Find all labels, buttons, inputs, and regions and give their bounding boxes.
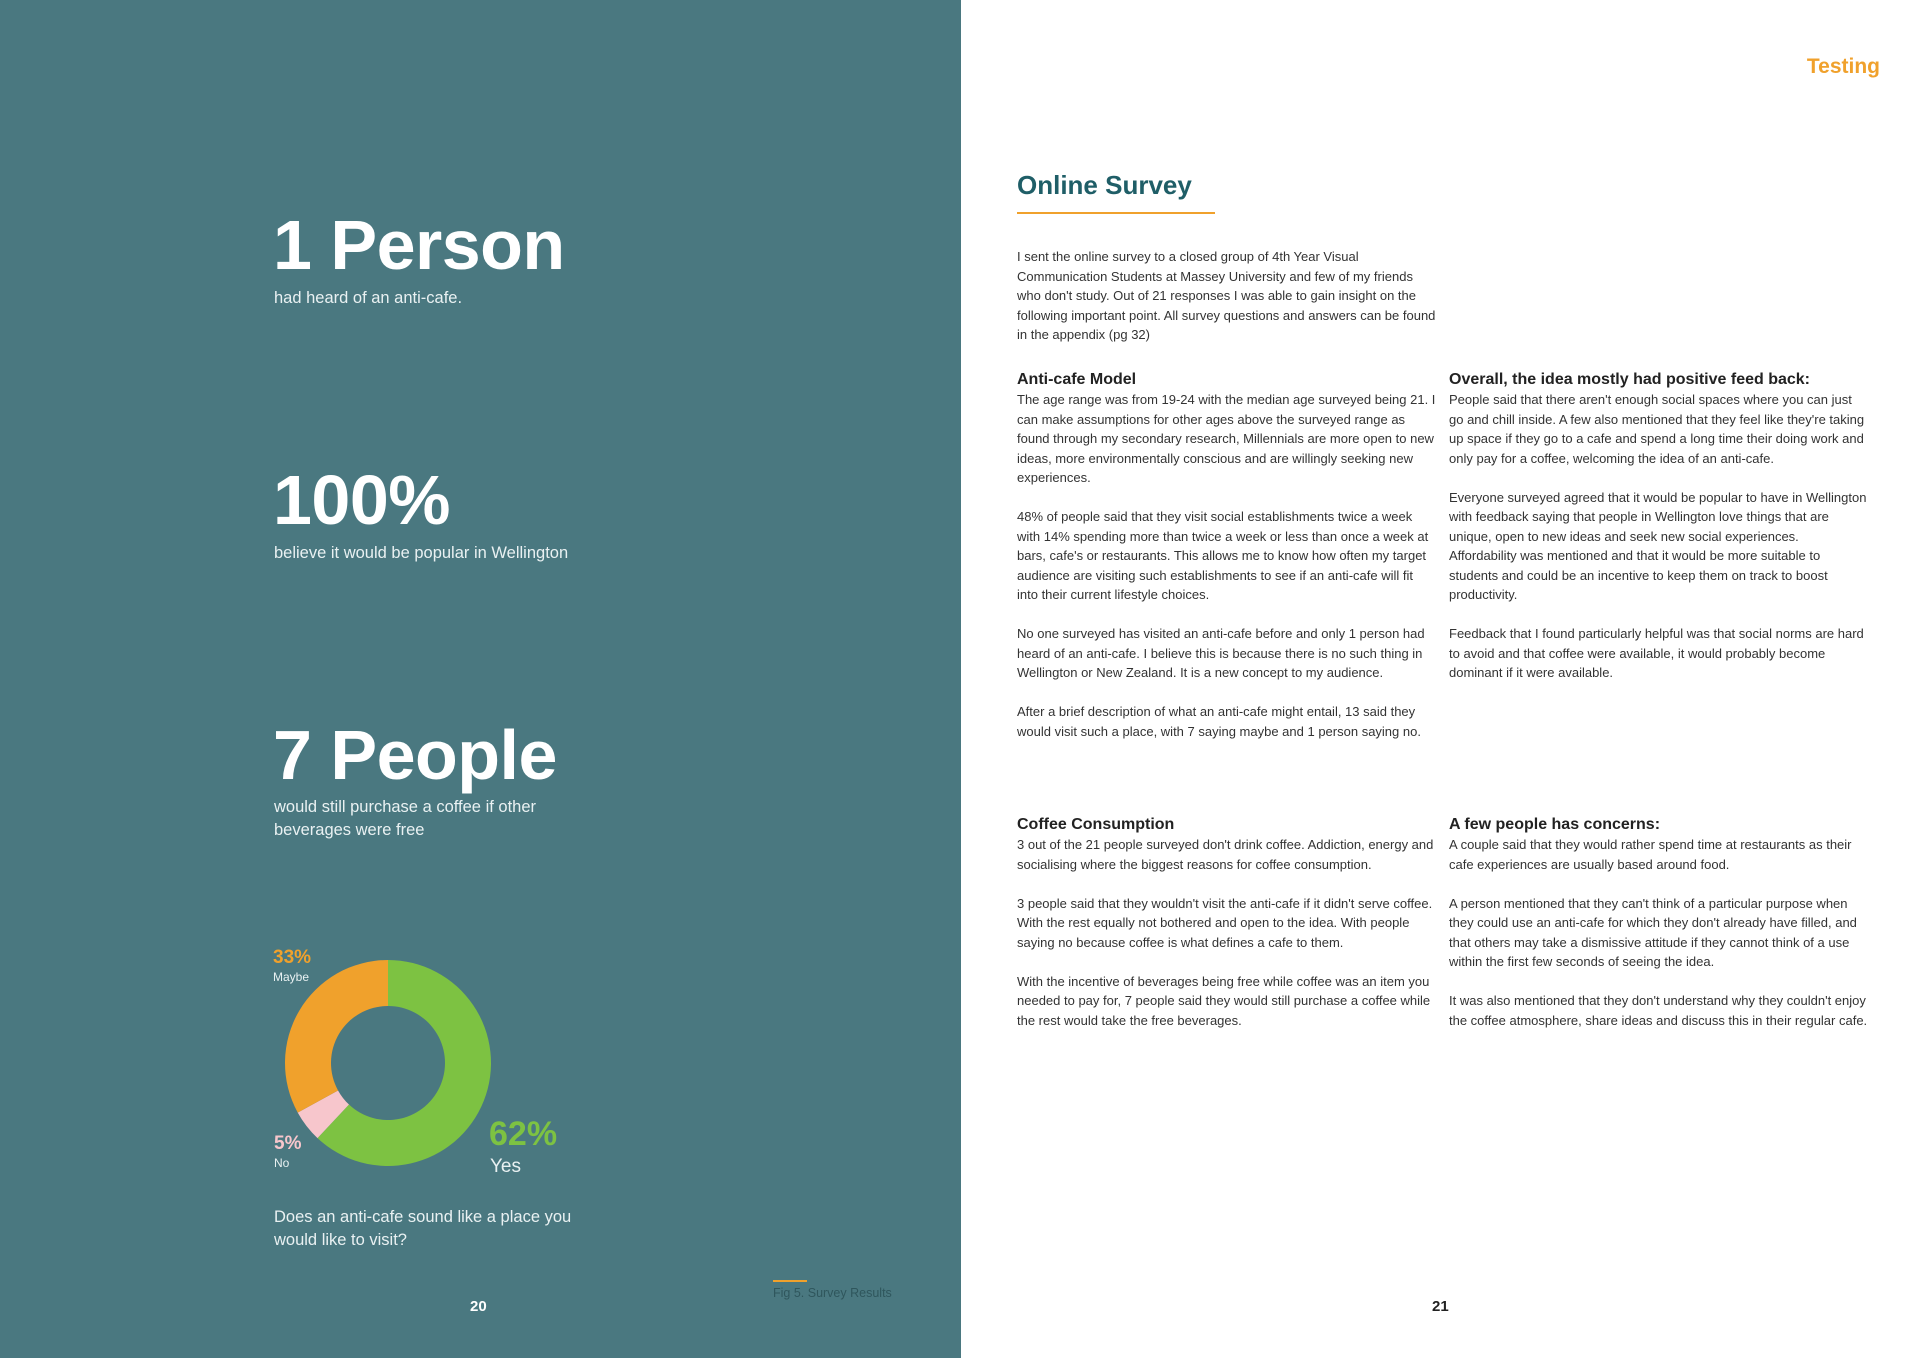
slice-yes-label: Yes — [490, 1156, 521, 1177]
paragraph: With the incentive of beverages being free while coffee was an item you needed to pay for, 7 people said they would still purchase a coffee while the rest would take the free beverages. — [1017, 973, 1431, 1028]
chart-question: Does an anti-cafe sound like a place you would like to visit? — [274, 1208, 572, 1249]
title-underline — [1017, 212, 1215, 214]
stat-caption-percent: believe it would be popular in Wellington — [274, 544, 569, 562]
intro-paragraph: I sent the online survey to a closed group of 4th Year Visual Communication Students at Massey University and few of my friends who don't study. Out of 21 responses I was able to gain insight on the following important point. All survey questions and answers can be found in the appendix (pg 32) — [1017, 249, 1436, 342]
stat-heading-person: 1 Person — [273, 206, 565, 284]
paragraph: A couple said that they would rather spend time at restaurants as their cafe experiences are usually based around food. — [1449, 837, 1852, 872]
anti-cafe-model-section — [1017, 370, 1437, 741]
figure-caption: Fig 5. Survey Results — [773, 1286, 892, 1300]
stat-caption-person: had heard of an anti-cafe. — [274, 289, 463, 307]
positive-feedback-section — [1449, 370, 1869, 683]
section-heading: A few people has concerns: — [1449, 816, 1661, 833]
page-title: Online Survey — [1017, 170, 1192, 200]
section-heading: Coffee Consumption — [1017, 816, 1175, 833]
paragraph: No one surveyed has visited an anti-cafe before and only 1 person had heard of an anti-cafe. I believe this is because there is no such thing in Wellington or New Zealand. It is a new concept to my audience. — [1017, 626, 1425, 680]
right-page — [961, 0, 1920, 1358]
donut-svg — [283, 958, 493, 1168]
paragraph: Feedback that I found particularly helpful was that social norms are hard to avoid and that coffee were available, it would probably become dominant if it were available. — [1449, 626, 1864, 680]
paragraph: Everyone surveyed agreed that it would be popular to have in Wellington with feedback saying that people in Wellington love things that are unique, open to new ideas and seek new social experiences. Affordability was mentioned and that it would be more suitable to students and could be an incentive to keep them on track to boost productivity. — [1449, 489, 1867, 602]
paragraph: 3 people said that they wouldn't visit the anti-cafe if it didn't serve coffee. With the rest equally not bothered and open to the idea. With people saying no because coffee is what defines a cafe to them. — [1017, 895, 1433, 950]
slice-maybe-label: Maybe — [273, 970, 310, 984]
section-heading: Overall, the idea mostly had positive feed back: — [1449, 371, 1811, 388]
paragraph: A person mentioned that they can't think of a particular purpose when they could use an anti-cafe for which they don't already have filled, and that others may take a dismissive attitude if they cannot think of a use within the first few seconds of seeing the idea. — [1449, 895, 1857, 969]
slice-no-label: No — [274, 1156, 290, 1170]
slice-maybe-percent: 33% — [273, 947, 312, 968]
concerns-section — [1449, 815, 1869, 1030]
figure-caption-rule — [773, 1280, 807, 1282]
paragraph: 3 out of the 21 people surveyed don't drink coffee. Addiction, energy and socialising where the biggest reasons for coffee consumption. — [1017, 837, 1434, 872]
paragraph: After a brief description of what an anti-cafe might entail, 13 said they would visit such a place, with 7 saying maybe and 1 person saying no. — [1017, 704, 1421, 739]
donut-chart — [283, 958, 493, 1168]
paragraph: It was also mentioned that they don't understand why they couldn't enjoy the coffee atmosphere, share ideas and discuss this in their regular cafe. — [1449, 993, 1868, 1028]
page-number-left: 20 — [470, 1298, 487, 1315]
stat-heading-percent: 100% — [273, 461, 451, 539]
stat-heading-people: 7 People — [273, 716, 557, 794]
page-number-right: 21 — [1432, 1298, 1449, 1315]
stat-caption-people: would still purchase a coffee if other beverages were free — [274, 798, 537, 839]
section-heading: Anti-cafe Model — [1017, 371, 1137, 388]
coffee-consumption-section — [1017, 815, 1437, 1030]
section-tag: Testing — [1806, 55, 1880, 78]
slice-no-percent: 5% — [274, 1133, 302, 1154]
slice-yes-percent: 62% — [489, 1115, 558, 1153]
paragraph: 48% of people said that they visit social establishments twice a week with 14% spending more than twice a week or less than once a week at bars, cafe's or restaurants. This allows me to know how often my target audience are visiting such establishments to see if an anti-cafe will fit into their current lifestyle choices. — [1017, 509, 1429, 602]
paragraph: People said that there aren't enough social spaces where you can just go and chill inside. A few also mentioned that they feel like they're taking up space if they go to a cafe and spend a long time their doing work and only pay for a coffee, welcoming the idea of an anti-cafe. — [1449, 392, 1865, 466]
paragraph: The age range was from 19-24 with the median age surveyed being 21. I can make assumptions for other ages above the surveyed range as found through my secondary research, Millennials are more open to new ideas, more environmentally conscious and are willingly seeking new experiences. — [1017, 392, 1436, 485]
